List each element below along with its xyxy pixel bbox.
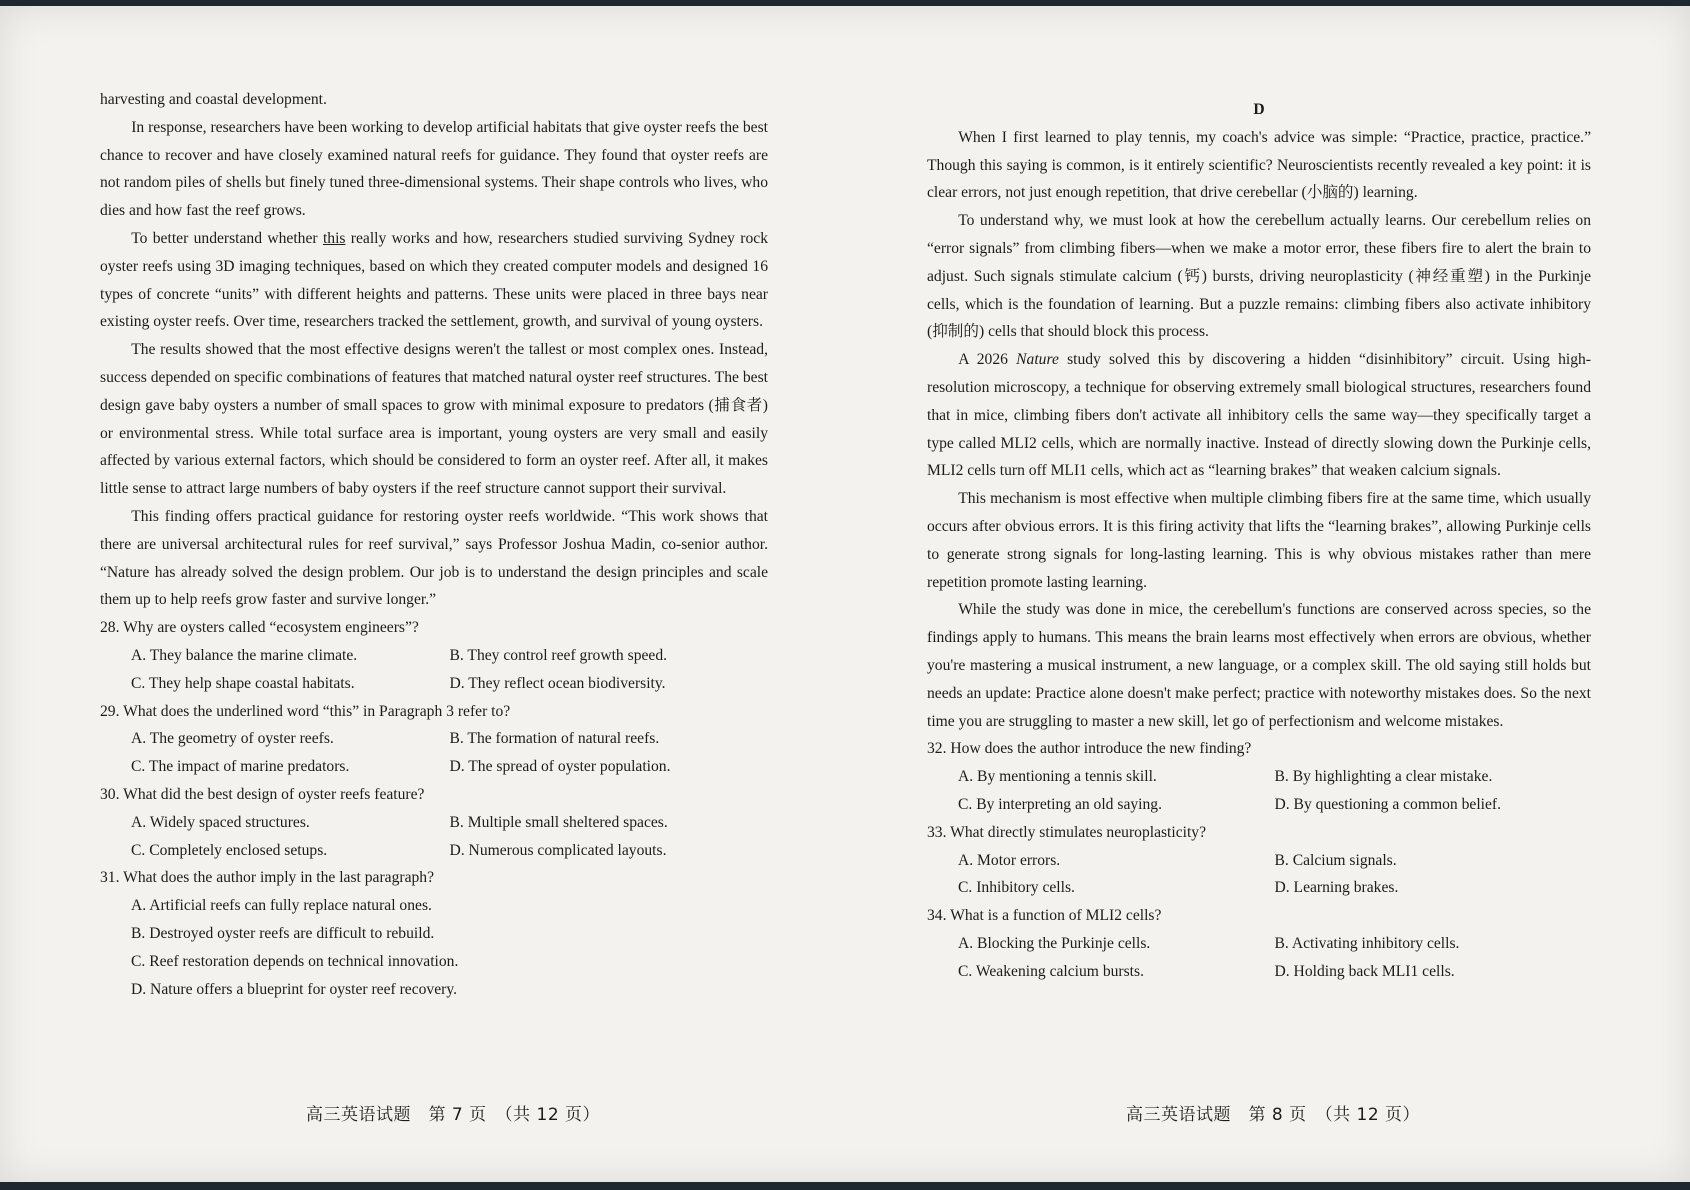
options: [927, 763, 1591, 819]
option-c[interactable]: C. Completely enclosed setups.: [131, 841, 328, 859]
option-a[interactable]: A. Widely spaced structures.: [131, 813, 310, 831]
section-heading: D: [1253, 101, 1265, 118]
paragraph-4: This mechanism is most effective when multiple climbing fibers fire at the same time, which usually occurs after obvious errors. It is this firing activity that lifts the “learning brakes”, allowing Purkinje cells to generate strong signals for long-lasting learning. This is why obvious mistakes rather than mere repetition promote lasting learning.: [927, 490, 1591, 591]
option-b[interactable]: B. Calcium signals.: [1274, 851, 1397, 869]
question-stem: 34. What is a function of MLI2 cells?: [927, 907, 1162, 925]
paragraph-1: When I first learned to play tennis, my coach's advice was simple: “Practice, practice, practice.” Though this saying is common, is it entirely scientific? Neuroscientists recently revealed a key point: it is clear errors, not just enough repetition, that drive cerebellar (小脑的) learning.: [927, 128, 1591, 202]
journal-name: Nature: [1016, 351, 1059, 369]
paragraph-3: [100, 225, 768, 336]
question-32: [927, 735, 1591, 818]
right-page: [927, 96, 1591, 986]
option-b[interactable]: B. By highlighting a clear mistake.: [1274, 768, 1493, 786]
option-c[interactable]: C. The impact of marine predators.: [131, 758, 350, 776]
exam-sheet: [0, 6, 1690, 1182]
question-stem: 33. What directly stimulates neuroplasticity?: [927, 823, 1207, 841]
option-d[interactable]: D. Numerous complicated layouts.: [449, 841, 667, 859]
question-31: [100, 864, 768, 1003]
option-c[interactable]: C. By interpreting an old saying.: [958, 795, 1162, 813]
paragraph-continued: harvesting and coastal development.: [100, 91, 327, 108]
options: [100, 725, 768, 781]
option-a[interactable]: A. Motor errors.: [958, 851, 1061, 869]
option-a[interactable]: A. They balance the marine climate.: [131, 646, 358, 664]
question-stem: 29. What does the underlined word “this” in Paragraph 3 refer to?: [100, 702, 511, 720]
options: [927, 930, 1591, 986]
option-c[interactable]: C. Inhibitory cells.: [958, 879, 1075, 897]
question-stem: 28. Why are oysters called “ecosystem engineers”?: [100, 619, 419, 637]
question-34: [927, 902, 1591, 985]
option-a[interactable]: A. Artificial reefs can fully replace natural ones.: [131, 897, 432, 915]
question-stem: 30. What did the best design of oyster reefs feature?: [100, 785, 425, 803]
question-28: [100, 614, 768, 697]
options: [927, 847, 1591, 903]
option-a[interactable]: A. The geometry of oyster reefs.: [131, 730, 334, 748]
page-footer-right: 高三英语试题 第 8 页 （共 12 页）: [1126, 1105, 1421, 1125]
option-c[interactable]: C. Reef restoration depends on technical innovation.: [131, 952, 459, 970]
left-page: [100, 86, 768, 1003]
option-a[interactable]: A. Blocking the Purkinje cells.: [958, 934, 1151, 952]
question-30: [100, 781, 768, 864]
options: [100, 809, 768, 865]
option-a[interactable]: A. By mentioning a tennis skill.: [958, 768, 1157, 786]
question-stem: 32. How does the author introduce the new finding?: [927, 740, 1252, 758]
paragraph-2: In response, researchers have been working to develop artificial habitats that give oyster reefs the best chance to recover and have closely examined natural reefs for guidance. They found that oyster reefs are not random piles of shells but finely tuned three-dimensional systems. Their shape controls who lives, who dies and how fast the reef grows.: [100, 118, 768, 220]
option-d[interactable]: D. Nature offers a blueprint for oyster reef recovery.: [131, 980, 458, 998]
scan-edge-bottom: [0, 1182, 1690, 1190]
paragraph-4: The results showed that the most effective designs weren't the tallest or most complex ones. Instead, success depended on specific combinations of features that matched natural oyster reef structures. The best design gave baby oysters a number of small spaces to grow with minimal exposure to predators (捕食者) or environmental stress. While total surface area is important, young oysters are very small and easily affected by various external factors, which should be considered to form an oyster reef. After all, it makes little sense to attract large numbers of baby oysters if the reef structure cannot support their survival.: [100, 341, 768, 498]
options: [100, 892, 768, 1003]
paragraph-2: To understand why, we must look at how the cerebellum actually learns. Our cerebellum relies on “error signals” from climbing fibers—when we make a motor error, these fibers fire to alert the brain to adjust. Such signals stimulate calcium (钙) bursts, driving neuroplasticity (神经重塑) in the Purkinje cells, which is the foundation of learning. But a puzzle remains: climbing fibers also activate inhibitory (抑制的) cells that should block this process.: [927, 212, 1591, 341]
option-c[interactable]: C. They help shape coastal habitats.: [131, 674, 355, 692]
option-b[interactable]: B. Multiple small sheltered spaces.: [449, 813, 668, 831]
underlined-word-this: this: [322, 229, 346, 247]
paragraph-3-rest: really works and how, researchers studied surviving Sydney rock oyster reefs using 3D imaging techniques, based on which they created computer models and designed 16 types of concrete “units” with different heights and patterns. These units were placed in three bays near existing oyster reefs. Over time, researchers tracked the settlement, growth, and survival of young oysters.: [100, 229, 768, 331]
option-d[interactable]: D. By questioning a common belief.: [1274, 795, 1502, 813]
paragraph-3: [927, 346, 1591, 485]
option-c[interactable]: C. Weakening calcium bursts.: [958, 962, 1144, 980]
paragraph-3-start: To better understand whether: [131, 229, 323, 247]
paragraph-5: This finding offers practical guidance for restoring oyster reefs worldwide. “This work shows that there are universal architectural rules for reef survival,” says Professor Joshua Madin, co-senior author. “Nature has already solved the design problem. Our job is to understand the design principles and scale them up to help reefs grow faster and survive longer.”: [100, 507, 768, 609]
paragraph-3-rest: study solved this by discovering a hidden “disinhibitory” circuit. Using high-resolution microscopy, a technique for observing extremely small biological structures, researchers found that in mice, climbing fibers don't activate all inhibitory cells the same way—they specifically target a type called MLI2 cells, which are normally inactive. Instead of directly slowing down the Purkinje cells, MLI2 cells turn off MLI1 cells, which act as “learning brakes” that weaken calcium signals.: [927, 351, 1592, 480]
paragraph-3-start: A 2026: [958, 351, 1017, 369]
question-33: [927, 819, 1591, 902]
option-b[interactable]: B. The formation of natural reefs.: [449, 730, 660, 748]
option-b[interactable]: B. Activating inhibitory cells.: [1274, 934, 1460, 952]
paragraph-5: While the study was done in mice, the cerebellum's functions are conserved across species, so the findings apply to humans. This means the brain learns most effectively when errors are obvious, whether you're mastering a musical instrument, a new language, or a complex skill. The old saying still holds but needs an update: Practice alone doesn't make perfect; practice with noteworthy mistakes does. So the next time you are struggling to master a new skill, let go of perfectionism and welcome mistakes.: [927, 601, 1591, 730]
question-stem: 31. What does the author imply in the last paragraph?: [100, 869, 435, 887]
option-d[interactable]: D. Learning brakes.: [1274, 879, 1399, 897]
page-footer-left: 高三英语试题 第 7 页 （共 12 页）: [306, 1105, 601, 1125]
option-d[interactable]: D. The spread of oyster population.: [449, 758, 671, 776]
option-b[interactable]: B. Destroyed oyster reefs are difficult to rebuild.: [131, 924, 435, 942]
option-b[interactable]: B. They control reef growth speed.: [449, 646, 668, 664]
option-d[interactable]: D. They reflect ocean biodiversity.: [449, 674, 666, 692]
option-d[interactable]: D. Holding back MLI1 cells.: [1274, 962, 1455, 980]
question-29: [100, 698, 768, 781]
options: [100, 642, 768, 698]
